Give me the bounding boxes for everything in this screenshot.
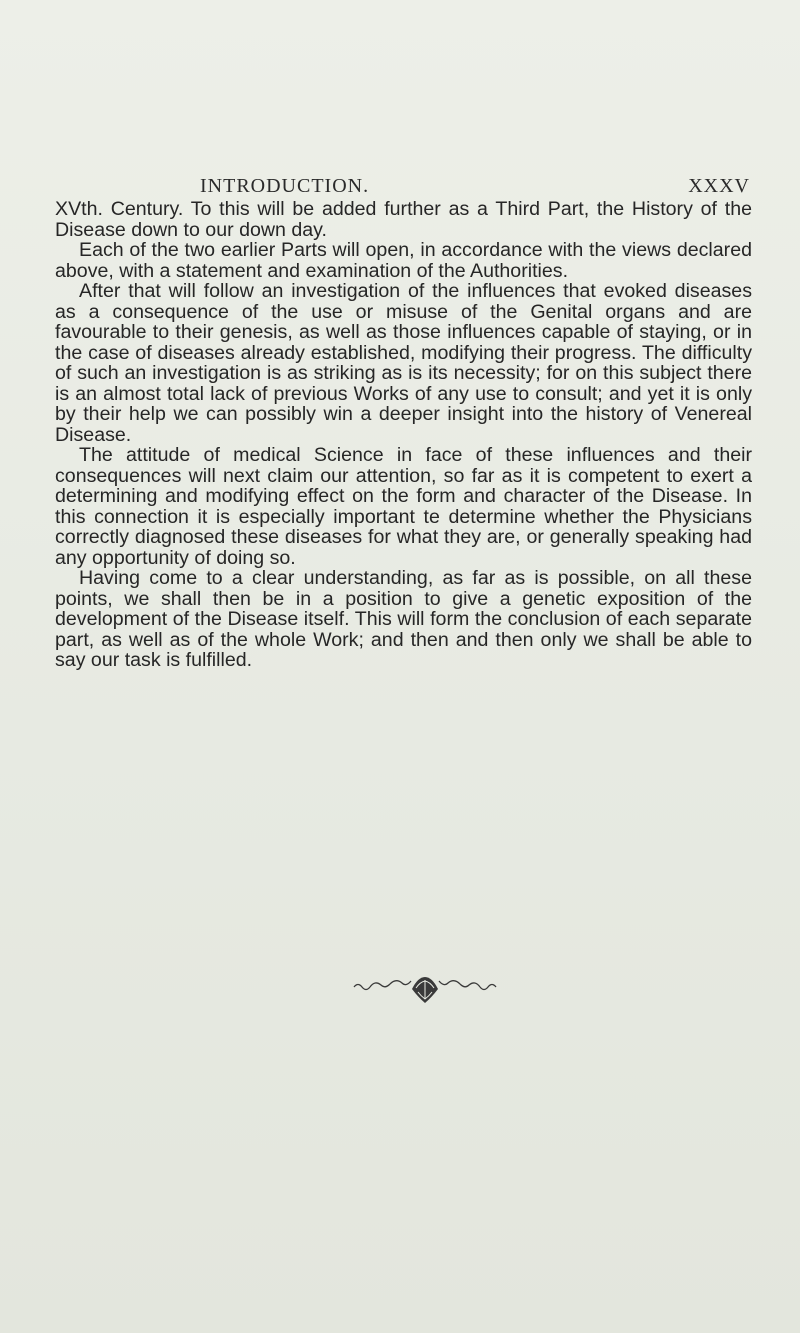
body-text (55, 199, 752, 671)
page-number: XXXV (688, 175, 750, 197)
paragraph-3: After that will follow an investigation of the influences that evoked diseases as a consequence of the use or misuse of the Genital organs and are favourable to their genesis, as well as those influences capable of staying, or in the case of diseases already established, modifying their progress. The difficulty of such an investigation is as striking as is its necessity; for on this subject there is an almost total lack of previous Works of any use to consult; and yet it is only by their help we can possibly win a deeper insight into the history of Venereal Disease. (55, 280, 752, 446)
paragraph-5: Having come to a clear understanding, as far as is possible, on all these points, we shall then be in a position to give a genetic exposition of the development of the Disease itself. This will form the conclusion of each separate part, as well as of the whole Work; and then and then only we shall be able to say our task is fulfilled. (55, 567, 752, 671)
header-title: INTRODUCTION. (200, 175, 370, 197)
tailpiece-ornament-icon (350, 975, 500, 1005)
paragraph-2: Each of the two earlier Parts will open, in accordance with the views declared above, with a statement and examination of the Authorities. (55, 239, 752, 282)
paragraph-1: XVth. Century. To this will be added further as a Third Part, the History of the Disease down to our down day. (55, 198, 752, 241)
paragraph-4: The attitude of medical Science in face of these influences and their consequences will next claim our attention, so far as it is competent to exert a determining and modifying effect on the form and character of the Disease. In this connection it is especially important te determine whether the Physicians correctly diagnosed these diseases for what they are, or generally speaking had any opportunity of doing so. (55, 444, 752, 569)
